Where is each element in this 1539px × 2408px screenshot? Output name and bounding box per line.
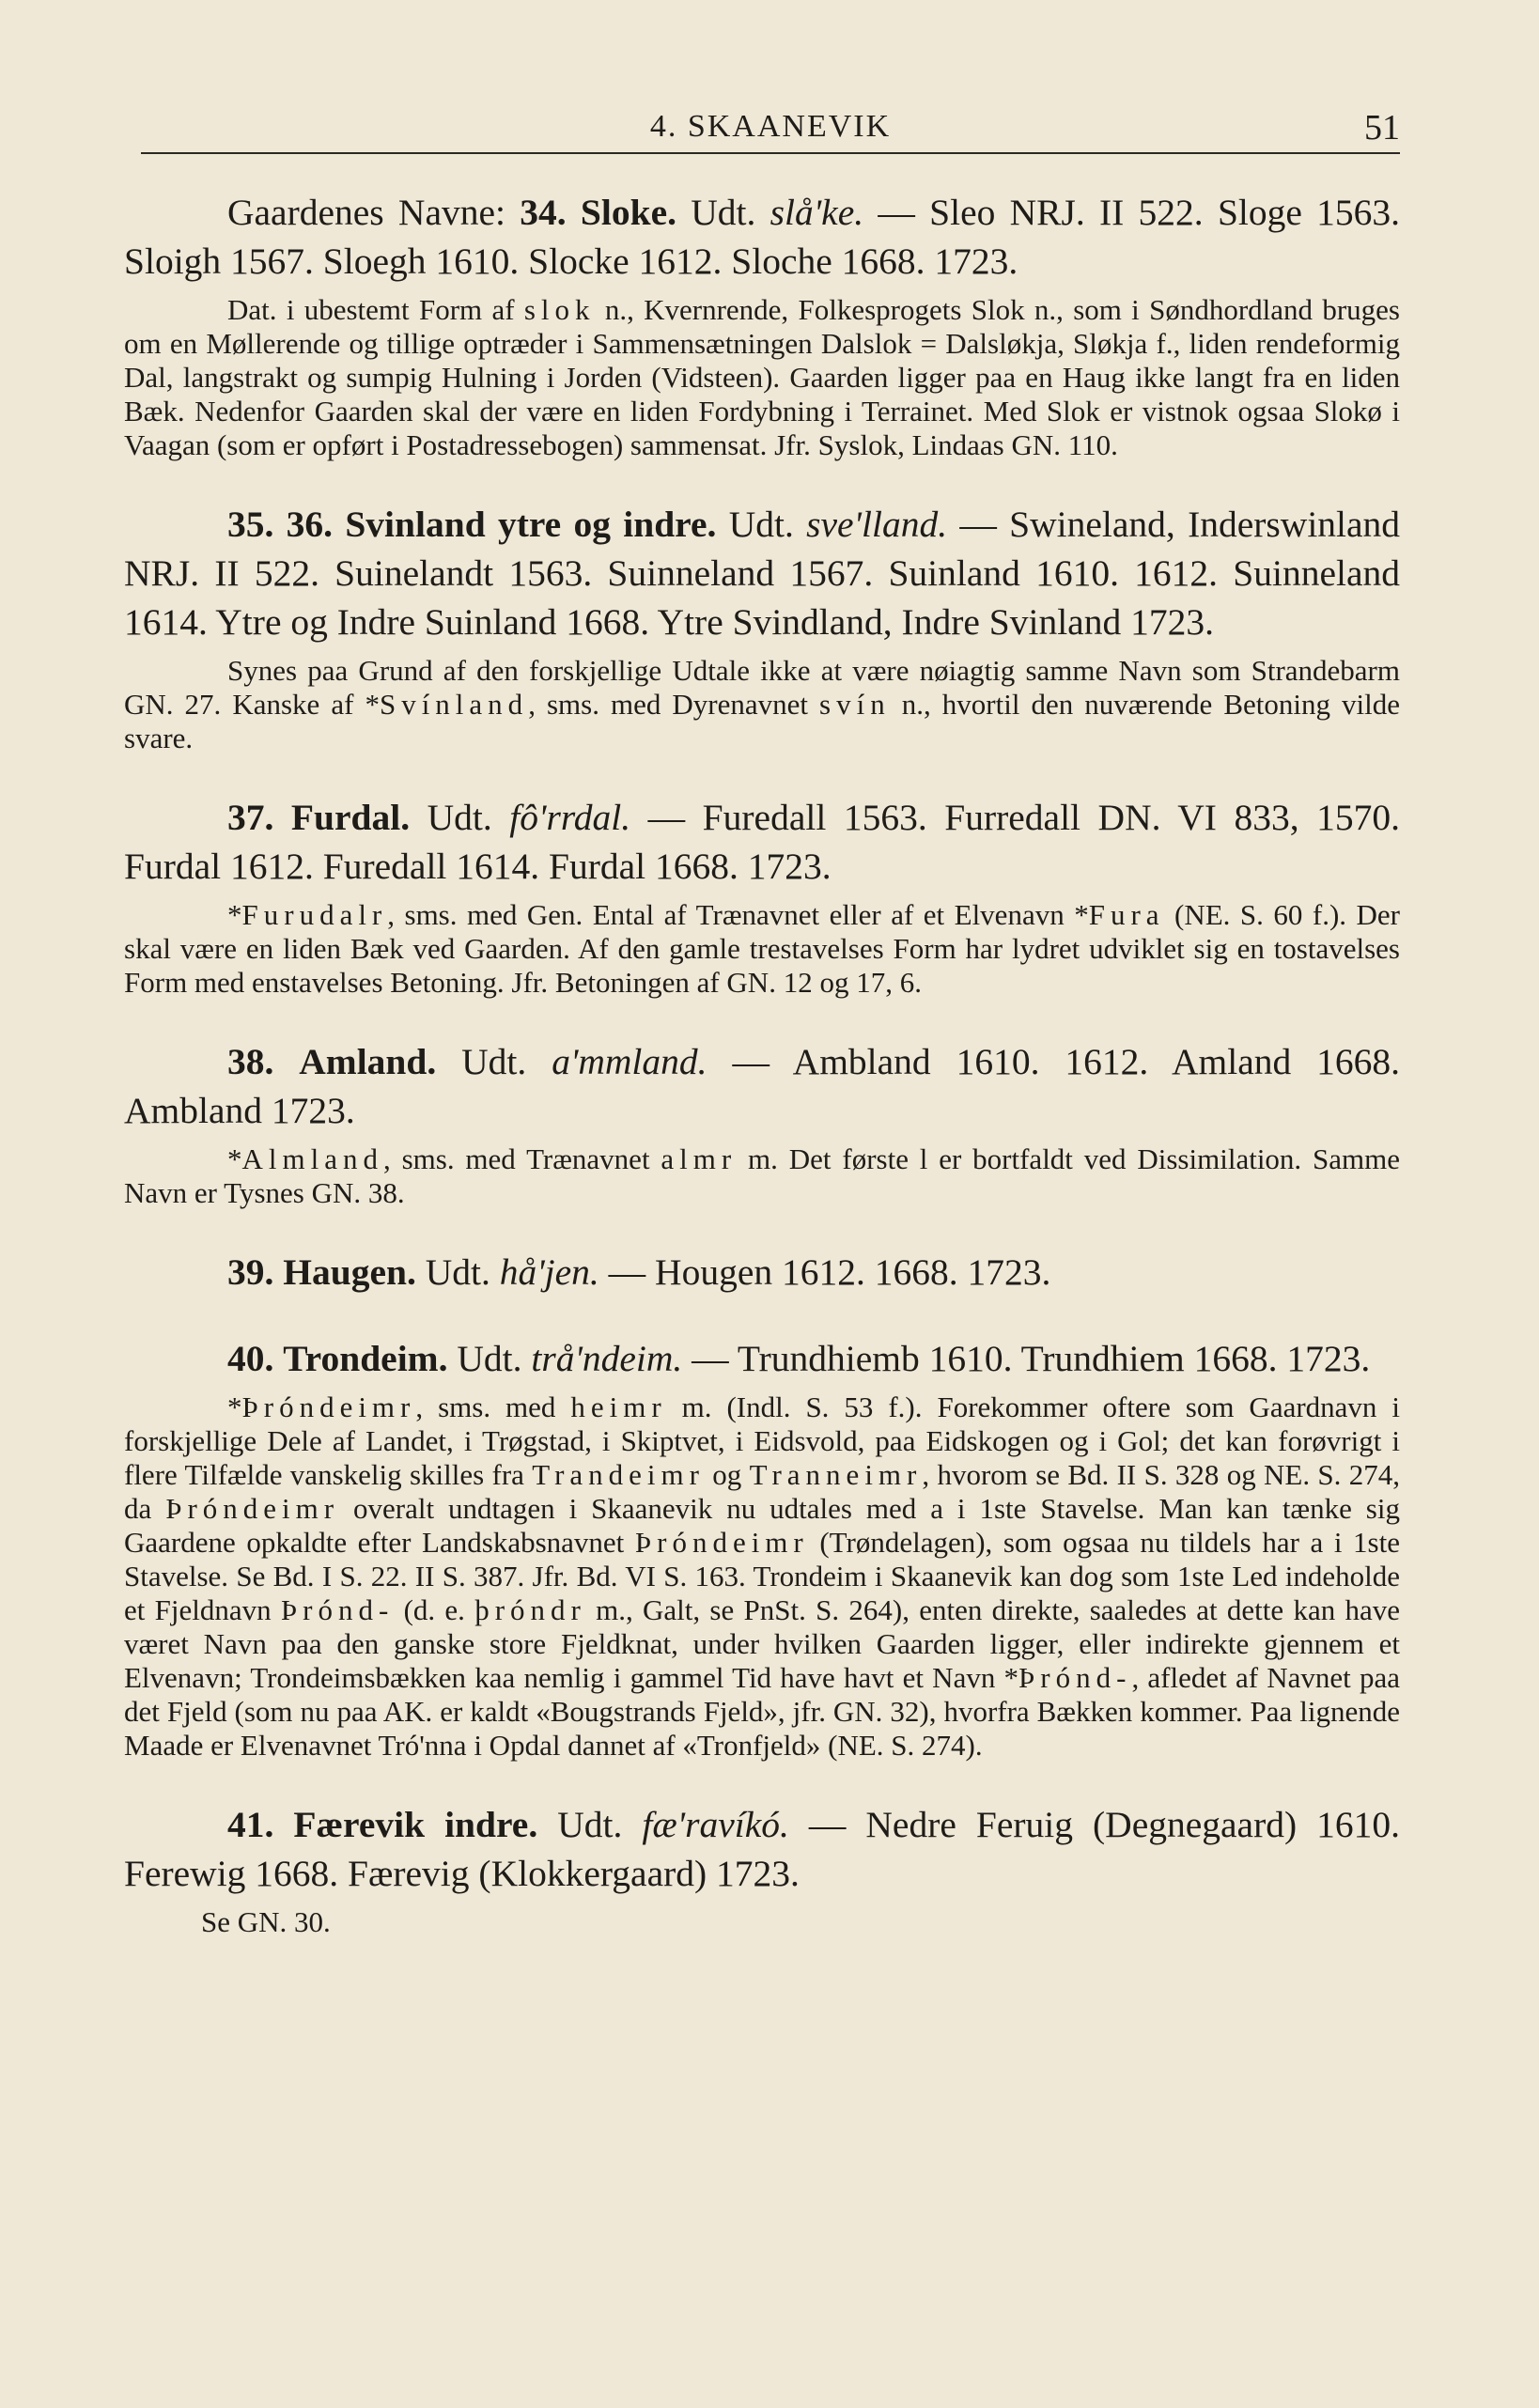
entry-34-note xyxy=(124,293,1400,462)
spaced-word: Furudalr xyxy=(241,898,388,931)
farm-name: Trondeim. xyxy=(283,1338,448,1379)
entry-number: 34. xyxy=(520,192,567,233)
note-text: * xyxy=(227,898,242,931)
pronunciation: trå'ndeim. xyxy=(531,1338,683,1379)
note-text: * xyxy=(227,1390,242,1423)
udt-label: Udt. xyxy=(457,1338,522,1379)
running-head xyxy=(141,105,1400,154)
note-text: , sms. med Gen. Ental af Trænavnet eller af et Elvenavn * xyxy=(387,898,1089,931)
udt-label: Udt. xyxy=(461,1041,527,1082)
note-text: Synes paa Grund af den forskjellige Udtale ikke at være nøiagtig samme Navn som Strandebarm GN. 27. Kanske af * xyxy=(124,654,1400,721)
entry-number: 37. xyxy=(227,797,274,838)
entry-38-head xyxy=(124,1037,1400,1135)
entry-35-note xyxy=(124,654,1400,755)
entry-40-head xyxy=(124,1334,1400,1383)
spaced-word: Þróndeimr xyxy=(634,1526,809,1559)
spaced-word: Svínland xyxy=(379,688,529,721)
spaced-word: þróndr xyxy=(474,1593,586,1626)
note-text: Dat. i ubestemt Form af xyxy=(227,293,524,326)
pronunciation: a'mmland. xyxy=(552,1041,707,1082)
pronunciation: hå'jen. xyxy=(499,1251,599,1293)
entry-number: 35. 36. xyxy=(227,504,334,545)
entry-number: 41. xyxy=(227,1804,274,1845)
pronunciation: sve'lland. xyxy=(806,504,948,545)
spaced-word: Fura xyxy=(1088,898,1165,931)
farm-name: Svinland ytre og indre. xyxy=(345,504,717,545)
entry-41-head xyxy=(124,1800,1400,1898)
note-text: (d. e. xyxy=(394,1593,475,1626)
spaced-word: Almland xyxy=(241,1142,383,1175)
page-number: 51 xyxy=(1364,108,1400,148)
spaced-word: Trandeimr xyxy=(532,1458,705,1491)
page-body xyxy=(124,188,1400,1939)
udt-label: Udt. xyxy=(728,504,794,545)
note-text: m. (Indl. S. 53 f.). Forekommer oftere som Gaardnavn i forskjellige Dele af Landet, i Trøgstad, i Skiptvet, i Eidsvold, paa Eidskogen og i Gol; det kan forøvrigt i flere Tilfælde vanskelig skilles fra xyxy=(124,1390,1400,1491)
spaced-word: almr xyxy=(661,1142,738,1175)
historical-forms: — Furedall 1563. Furredall DN. VI 833, 1570. Furdal 1612. Furedall 1614. Furdal 1668. 1723. xyxy=(124,797,1401,887)
entry-41-note: Se GN. 30. xyxy=(201,1905,331,1938)
farm-name: Haugen. xyxy=(283,1251,416,1293)
spaced-word: slok xyxy=(523,293,596,326)
entry-39-head xyxy=(124,1248,1400,1297)
entry-number: 40. xyxy=(227,1338,274,1379)
historical-forms: — Swineland, Inderswinland NRJ. II 522. Suinelandt 1563. Suinneland 1567. Suinland 1610. 1612. Suinneland 1614. Ytre og Indre Suinland 1668. Ytre Svindland, Indre Svinland 1723. xyxy=(124,504,1401,643)
historical-forms: — Ambland 1610. 1612. Amland 1668. Ambland 1723. xyxy=(124,1041,1401,1131)
udt-label: Udt. xyxy=(557,1804,623,1845)
entry-number: 39. xyxy=(227,1251,274,1293)
entry-37-head xyxy=(124,793,1400,891)
entry-number: 38. xyxy=(227,1041,274,1082)
note-text: (NE. S. 60 f.). Der skal være en liden Bæk ved Gaarden. Af den gamle trestavelses Form har lydret udviklet sig en tostavelses Form med enstavelses Betoning. Jfr. Betoningen af GN. 12 og 17, 6. xyxy=(124,898,1400,999)
farm-name: Færevik indre. xyxy=(293,1804,538,1845)
entry-37-note xyxy=(124,898,1400,1000)
spaced-word: Þrónd- xyxy=(1018,1661,1132,1694)
spaced-word: Þróndeimr xyxy=(241,1390,416,1423)
entry-38-note xyxy=(124,1142,1400,1210)
note-text: overalt undtagen i Skaanevik nu udtales med a i 1ste Stavelse. Man kan tænke sig Gaardene opkaldte efter Landskabsnavnet xyxy=(124,1492,1400,1559)
historical-forms: — Hougen 1612. 1668. 1723. xyxy=(608,1251,1051,1293)
note-text: , sms. med xyxy=(415,1390,571,1423)
spaced-word: svín xyxy=(819,688,891,721)
entry-40-note xyxy=(124,1390,1400,1763)
pronunciation: fô'rrdal. xyxy=(509,797,631,838)
udt-label: Udt. xyxy=(425,1251,490,1293)
farm-name: Furdal. xyxy=(290,797,411,838)
pronunciation: slå'ke. xyxy=(770,192,864,233)
note-text: (Trøndelagen), som ogsaa nu tildels har a i 1ste Stavelse. Se Bd. I S. 22. II S. 387. Jfr. Bd. VI S. 163. Trondeim i Skaanevik kan dog som 1ste Led indeholde et Fjeldnavn xyxy=(124,1526,1400,1626)
pronunciation: fæ'ravíkó. xyxy=(642,1804,789,1845)
entry-35-head xyxy=(124,500,1400,646)
historical-forms: — Sleo NRJ. II 522. Sloge 1563. Sloigh 1567. Sloegh 1610. Slocke 1612. Sloche 1668. 1723. xyxy=(124,192,1401,282)
historical-forms: — Trundhiemb 1610. Trundhiem 1668. 1723. xyxy=(692,1338,1371,1379)
note-text: , afledet af Navnet paa det Fjeld (som nu paa AK. er kaldt «Bougstrands Fjeld», jfr. GN. 32), hvorfra Bækken kommer. Paa lignende Maade er Elvenavnet Tró'nna i Opdal dannet af «Tronfjeld» (NE. S. 274). xyxy=(124,1661,1400,1762)
chapter-title: 4. SKAANEVIK xyxy=(649,109,892,144)
note-text: og xyxy=(704,1458,750,1491)
section-lead: Gaardenes Navne: xyxy=(227,192,521,233)
note-text: m., Galt, se PnSt. S. 264), enten direkte, saaledes at dette kan have været Navn paa den ganske store Fjeldknat, under hvilken Gaarden ligger, eller indirekte gjennem et Elvenavn; Trondeimsbækken kaa nemlig i gammel Tid have havt et Navn * xyxy=(124,1593,1400,1694)
spaced-word: heimr xyxy=(570,1390,667,1423)
farm-name: Sloke. xyxy=(580,192,676,233)
note-text: m. Det første l er bortfaldt ved Dissimilation. Samme Navn er Tysnes GN. 38. xyxy=(124,1142,1401,1209)
note-text: n., hvortil den nuværende Betoning vilde svare. xyxy=(124,688,1400,754)
spaced-word: Þróndeimr xyxy=(165,1492,340,1525)
note-text: n., Kvernrende, Folkesprogets Slok n., som i Søndhordland bruges om en Møllerende og tillige optræder i Sammensætningen Dalslok = Dalsløkja, Sløkja f., liden rendeformig Dal, langstrakt og sumpig Hulning i Jorden (Vidsteen). Gaarden ligger paa en Haug ikke langt fra en liden Bæk. Nedenfor Gaarden skal der være en liden Fordybning i Terrainet. Med Slok er vistnok ogsaa Slokø i Vaagan (som er opført i Postadressebogen) sammensat. Jfr. Syslok, Lindaas GN. 110. xyxy=(124,293,1400,461)
note-text: , sms. med Dyrenavnet xyxy=(528,688,820,721)
farm-name: Amland. xyxy=(299,1041,437,1082)
note-text: , hvorom se Bd. II S. 328 og NE. S. 274, da xyxy=(124,1458,1400,1525)
spaced-word: Þrónd- xyxy=(280,1593,395,1626)
note-text: * xyxy=(227,1142,242,1175)
note-text: , sms. med Trænavnet xyxy=(383,1142,661,1175)
udt-label: Udt. xyxy=(427,797,492,838)
spaced-word: Tranneimr xyxy=(749,1458,923,1491)
entry-34-head xyxy=(124,188,1400,286)
udt-label: Udt. xyxy=(691,192,756,233)
historical-forms: — Nedre Feruig (Degnegaard) 1610. Ferewig 1668. Færevig (Klokkergaard) 1723. xyxy=(124,1804,1401,1894)
